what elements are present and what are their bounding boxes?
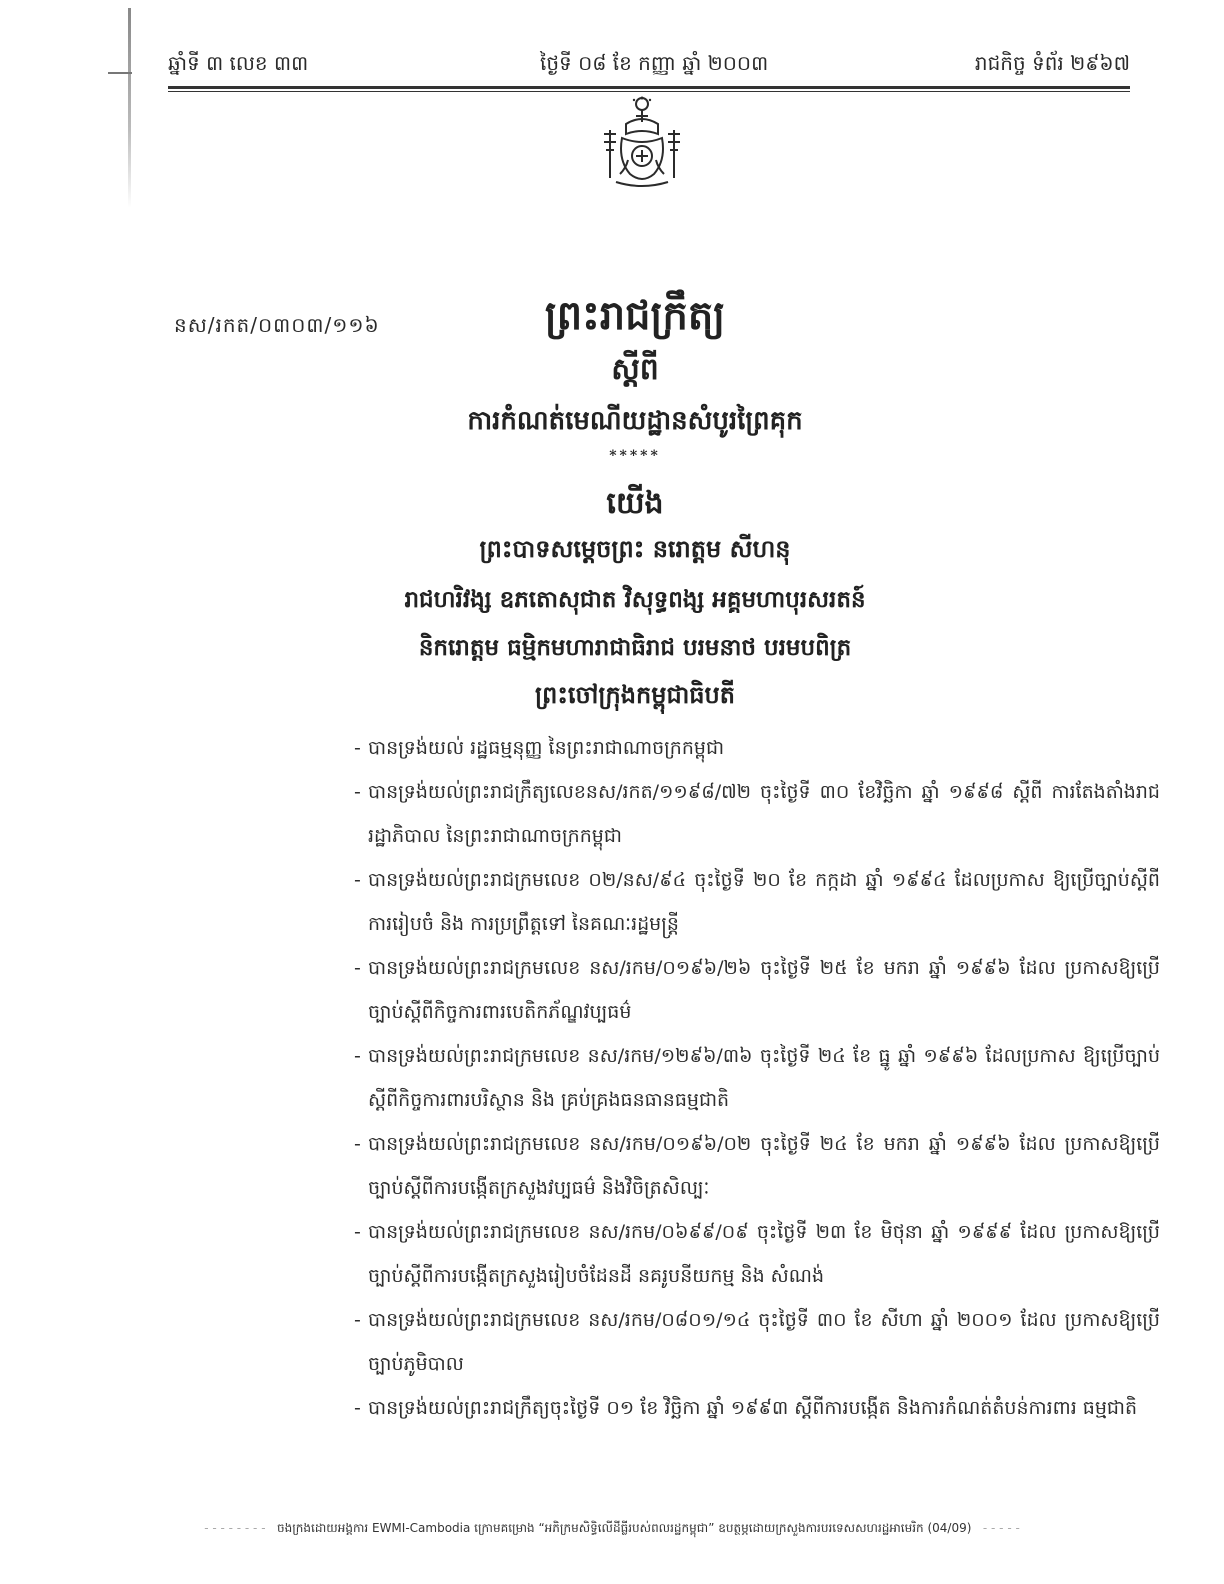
header-date: ថ្ងៃទី ០៨ ខែ កញ្ញា ឆ្នាំ ២០០៣ (540, 51, 769, 75)
header-rule-thick (168, 86, 1130, 89)
decree-number: នស/រកត/០៣០៣/១១៦ (174, 313, 380, 337)
we-heading: យើង (606, 486, 664, 521)
king-name-line-1: ព្រះបាទសម្ដេចព្រះ នរោត្តម សីហនុ (479, 534, 791, 563)
list-dash: - (354, 781, 361, 803)
consideration-item (354, 726, 1160, 770)
consideration-item (354, 1034, 1160, 1122)
consideration-item (354, 1210, 1160, 1298)
gazette-header (168, 44, 1130, 84)
royal-emblem-icon (596, 94, 688, 190)
consideration-text: បានទ្រង់យល់ព្រះរាជក្រមលេខ នស/រកម/០១៩៦/០២ ចុះថ្ងៃទី ២៤ ខែ មករា ឆ្នាំ ១៩៩៦ ដែល ប្រកាសឱ្យប្រើច្បាប់ស្ដីពីការបង្កើតក្រសួងវប្បធម៌ និងវិចិត្រសិល្បៈ (368, 1133, 1160, 1199)
footer-dash-right: - - - - - (975, 1521, 1020, 1535)
king-title-line-4: ព្រះចៅក្រុងកម្ពុជាធិបតី (534, 680, 736, 709)
scan-tick-mark (108, 72, 132, 74)
decree-title: ព្រះរាជក្រឹត្យ (544, 292, 726, 339)
consideration-item (354, 770, 1160, 858)
consideration-text: បានទ្រង់យល់ព្រះរាជក្រឹត្យលេខនស/រកត/១១៩៨/៧២ ចុះថ្ងៃទី ៣០ ខែវិច្ឆិកា ឆ្នាំ ១៩៩៨ ស្ដីពី ការតែងតាំងរាជរដ្ឋាភិបាល នៃព្រះរាជាណាចក្រកម្ពុជា (368, 781, 1160, 847)
consideration-text: បានទ្រង់យល់ព្រះរាជក្រមលេខ នស/រកម/០៦៩៩/០៩ ចុះថ្ងៃទី ២៣ ខែ មិថុនា ឆ្នាំ ១៩៩៩ ដែល ប្រកាសឱ្យប្រើច្បាប់ស្ដីពីការបង្កើតក្រសួងរៀបចំដែនដី នគរូបនីយកម្ម និង សំណង់ (368, 1221, 1160, 1287)
footer-text: ចងក្រងដោយអង្គការ EWMI-Cambodia ក្រោមគម្រោង “អភិក្រមសិទ្ធិលើដីធ្លីរបស់ពលរដ្ឋកម្ពុជា” ឧបត្ថម្ភដោយក្រសួងការបរទេសសហរដ្ឋអាមេរិក (04/09) (277, 1521, 972, 1535)
consideration-text: បានទ្រង់យល់ព្រះរាជក្រមលេខ ០២/នស/៩៤ ចុះថ្ងៃទី ២០ ខែ កក្កដា ឆ្នាំ ១៩៩៤ ដែលប្រកាស ឱ្យប្រើច្បាប់ស្ដីពីការរៀបចំ និង ការប្រព្រឹត្តទៅ នៃគណៈរដ្ឋមន្ត្រី (368, 869, 1160, 935)
list-dash: - (354, 1397, 361, 1419)
king-title-line-3: និករោត្តម ធម្មិកមហារាជាធិរាជ បរមនាថ បរមបពិត្រ (418, 634, 852, 661)
consideration-text: បានទ្រង់យល់ព្រះរាជក្រមលេខ នស/រកម/១២៩៦/៣៦ ចុះថ្ងៃទី ២៤ ខែ ធ្នូ ឆ្នាំ ១៩៩៦ ដែលប្រកាស ឱ្យប្រើច្បាប់ស្ដីពីកិច្ចការពារបរិស្ថាន និង គ្រប់គ្រងធនធានធម្មជាតិ (368, 1045, 1160, 1111)
consideration-text: បានទ្រង់យល់ព្រះរាជក្រឹត្យចុះថ្ងៃទី ០១ ខែ វិច្ឆិកា ឆ្នាំ ១៩៩៣ ស្ដីពីការបង្កើត និងការកំណត់តំបន់ការពារ ធម្មជាតិ (368, 1397, 1138, 1419)
consideration-item (354, 1298, 1160, 1386)
list-dash: - (354, 957, 361, 979)
consideration-item (354, 1386, 1160, 1430)
list-dash: - (354, 1045, 361, 1067)
footer-dash-left: - - - - - - - - (204, 1521, 274, 1535)
list-dash: - (354, 1221, 361, 1243)
header-page: រាជកិច្ច ទំព័រ ២៩៦៧ (974, 51, 1130, 75)
list-dash: - (354, 1133, 361, 1155)
consideration-item (354, 946, 1160, 1034)
separator-stars: ***** (609, 448, 661, 464)
header-rule-thin (168, 91, 1130, 92)
page-footer (0, 1520, 1224, 1538)
regarding-label: ស្ដីពី (611, 352, 659, 387)
consideration-text: បានទ្រង់យល់ព្រះរាជក្រមលេខ នស/រកម/០៨០១/១៤ ចុះថ្ងៃទី ៣០ ខែ សីហា ឆ្នាំ ២០០១ ដែល ប្រកាសឱ្យប្រើច្បាប់ភូមិបាល (368, 1309, 1160, 1375)
consideration-item (354, 1122, 1160, 1210)
consideration-text: បានទ្រង់យល់ រដ្ឋធម្មនុញ្ញ នៃព្រះរាជាណាចក្រកម្ពុជា (368, 737, 725, 759)
consideration-text: បានទ្រង់យល់ព្រះរាជក្រមលេខ នស/រកម/០១៩៦/២៦ ចុះថ្ងៃទី ២៥ ខែ មករា ឆ្នាំ ១៩៩៦ ដែល ប្រកាសឱ្យប្រើច្បាប់ស្ដីពីកិច្ចការពារបេតិកភ័ណ្ឌវប្បធម៌ (368, 957, 1160, 1023)
decree-subject: ការកំណត់មេណីយដ្ឋានសំបូរព្រៃគុក (467, 406, 803, 436)
king-title-line-2: រាជហរិវង្ស ឧភតោសុជាត វិសុទ្ធពង្ស អគ្គមហាបុរសរតន៍ (404, 586, 866, 613)
consideration-item (354, 858, 1160, 946)
header-issue: ឆ្នាំទី ៣ លេខ ៣៣ (168, 51, 309, 75)
scan-edge-mark (128, 8, 131, 208)
list-dash: - (354, 869, 361, 891)
list-dash: - (354, 1309, 361, 1331)
list-dash: - (354, 737, 361, 759)
